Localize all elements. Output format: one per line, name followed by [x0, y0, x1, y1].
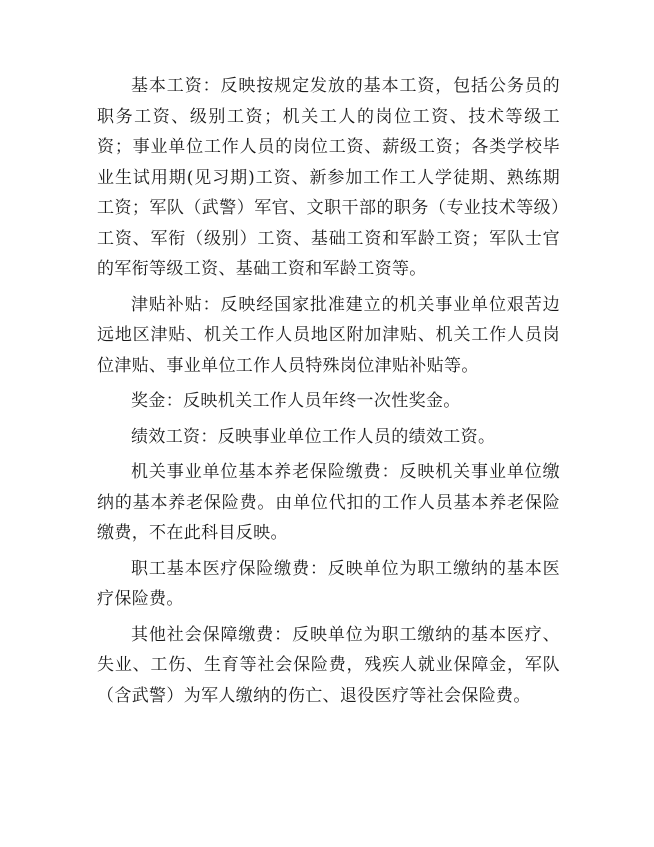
paragraph-medical-insurance: 职工基本医疗保险缴费：反映单位为职工缴纳的基本医疗保险费。	[97, 558, 560, 609]
document-page	[97, 71, 560, 716]
paragraph-bonus: 奖金：反映机关工作人员年终一次性奖金。	[131, 391, 461, 411]
paragraph-allowances: 津贴补贴：反映经国家批准建立的机关事业单位艰苦边远地区津贴、机关工作人员地区附加津贴、机关工作人员岗位津贴、事业单位工作人员特殊岗位津贴补贴等。	[97, 294, 560, 376]
paragraph-performance-pay: 绩效工资：反映事业单位工作人员的绩效工资。	[131, 426, 496, 447]
paragraph-pension-insurance: 机关事业单位基本养老保险缴费：反映机关事业单位缴纳的基本养老保险费。由单位代扣的工作人员基本养老保险缴费，不在此科目反映。	[97, 462, 560, 543]
paragraph-other-social-security: 其他社会保障缴费：反映单位为职工缴纳的基本医疗、失业、工伤、生育等社会保险费，残疾人就业保障金，军队（含武警）为军人缴纳的伤亡、退役医疗等社会保险费。	[97, 624, 560, 706]
paragraph-basic-salary: 基本工资：反映按规定发放的基本工资，包括公务员的职务工资、级别工资；机关工人的岗位工资、技术等级工资；事业单位工作人员的岗位工资、薪级工资；各类学校毕业生试用期(见习期)工资、新参加工作工人学徒期、熟练期工资；军队（武警）军官、文职干部的职务（专业技术等级）工资、军衔（级别）工资、基础工资和军龄工资；军队士官的军衔等级工资、基础工资和军龄工资等。	[97, 76, 560, 279]
